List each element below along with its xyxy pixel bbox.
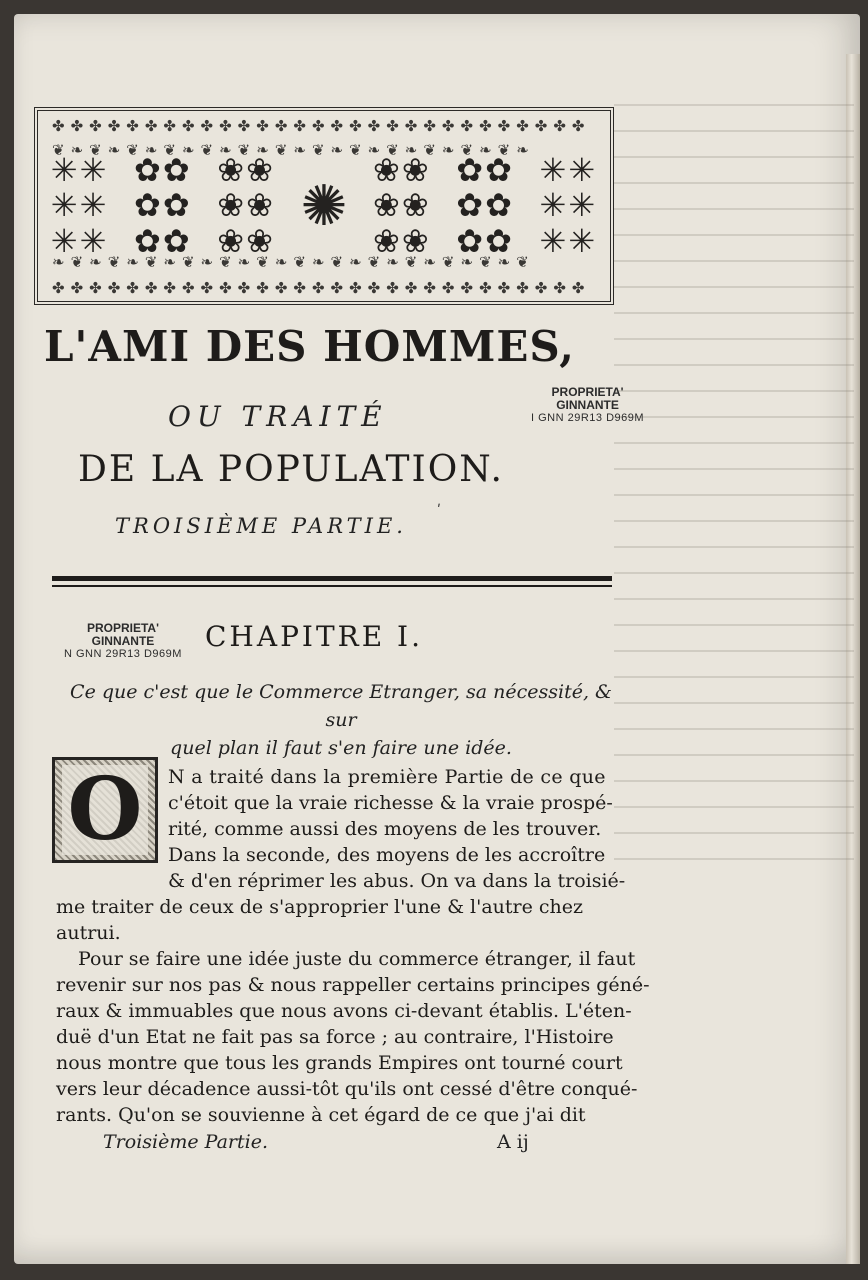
text-line: duë d'un Etat ne fait pas sa force ; au contraire, l'Histoire — [56, 1026, 614, 1048]
stamp-line-2: GINNANTE — [91, 634, 155, 648]
chapter-heading: CHAPITRE I. — [205, 620, 424, 653]
ornament-center-star: ✺ — [300, 173, 348, 239]
part-heading: TROISIÈME PARTIE. — [115, 514, 407, 538]
chapter-summary-line-1: Ce que c'est que le Commerce Etranger, sa nécessité, & sur — [70, 681, 612, 731]
chapter-summary — [56, 678, 626, 762]
text-line: rants. Qu'on se souvienne à cet égard de ce que j'ai dit — [56, 1104, 586, 1126]
text-line: revenir sur nos pas & nous rappeller certains principes géné- — [56, 974, 650, 996]
drop-cap-letter: O — [62, 765, 149, 855]
ornament-border-bottom: ✤✤✤✤✤✤✤✤✤✤✤✤✤✤✤✤✤✤✤✤✤✤✤✤✤✤✤✤✤ — [52, 279, 591, 297]
ornament-vine-top: ❦❧❦❧❦❧❦❧❦❧❦❧❦❧❦❧❦❧❦❧❦❧❦❧❦❧ — [52, 141, 535, 159]
text-line: Pour se faire une idée juste du commerce étranger, il faut — [78, 948, 636, 970]
ornament-motif-left: ✳✳ ✳✳ ✳✳ — [50, 151, 109, 260]
bleed-through-text — [614, 104, 854, 1104]
decorative-headpiece — [34, 107, 614, 305]
ornament-motif-right3: ❀❀ ❀❀ ❀❀ — [373, 151, 431, 260]
text-line: N a traité dans la première Partie de ce que — [168, 766, 606, 788]
subtitle-italic: OU TRAITÉ — [168, 400, 388, 433]
text-line: nous montre que tous les grands Empires ont tourné court — [56, 1052, 623, 1074]
ornament-motif-right: ✳✳ ✳✳ ✳✳ — [539, 151, 598, 260]
text-line: rité, comme aussi des moyens de les trouver. — [168, 818, 602, 840]
stamp-line-1: PROPRIETA' — [551, 385, 624, 399]
stamp-line-3: N GNN 29R13 D969M — [64, 648, 182, 660]
ornament-motif-right2: ✿✿ ✿✿ ✿✿ — [456, 151, 514, 260]
ornament-motif-left3: ❀❀ ❀❀ ❀❀ — [217, 151, 275, 260]
drop-cap-illustration — [52, 757, 158, 863]
text-line: c'étoit que la vraie richesse & la vraie prospé- — [168, 792, 613, 814]
thin-rule — [52, 585, 612, 587]
stamp-line-1: PROPRIETA' — [86, 621, 159, 635]
book-title: L'AMI DES HOMMES, — [44, 322, 575, 371]
text-line: Dans la seconde, des moyens de les accroître — [168, 844, 606, 866]
text-line: me traiter de ceux de s'approprier l'une & l'autre chez — [56, 896, 584, 918]
subtitle-main: DE LA POPULATION. — [78, 449, 504, 490]
ornament-vine-bottom: ❧❦❧❦❧❦❧❦❧❦❧❦❧❦❧❦❧❦❧❦❧❦❧❦❧❦ — [52, 253, 535, 271]
stamp-line-2: GINNANTE — [556, 398, 619, 412]
library-stamp-left — [64, 622, 182, 661]
text-line: autrui. — [56, 922, 121, 944]
footer-part-label: Troisième Partie. — [103, 1131, 268, 1153]
stamp-line-3: I GNN 29R13 D969M — [531, 412, 645, 424]
chapter-summary-line-2: quel plan il faut s'en faire une idée. — [170, 737, 512, 759]
text-line: raux & immuables que nous avons ci-devant établis. L'éten- — [56, 1000, 632, 1022]
thick-rule — [52, 576, 612, 581]
text-line: vers leur décadence aussi-tôt qu'ils ont cessé d'être conqué- — [56, 1078, 638, 1100]
library-stamp-top — [531, 386, 644, 425]
signature-mark: A ij — [497, 1131, 529, 1153]
ornament-motif-left2: ✿✿ ✿✿ ✿✿ — [134, 151, 192, 260]
ornament-border-top: ✤✤✤✤✤✤✤✤✤✤✤✤✤✤✤✤✤✤✤✤✤✤✤✤✤✤✤✤✤ — [52, 117, 591, 135]
text-line: & d'en réprimer les abus. On va dans la troisié- — [168, 870, 626, 892]
accent-mark: ʹ — [437, 503, 441, 519]
